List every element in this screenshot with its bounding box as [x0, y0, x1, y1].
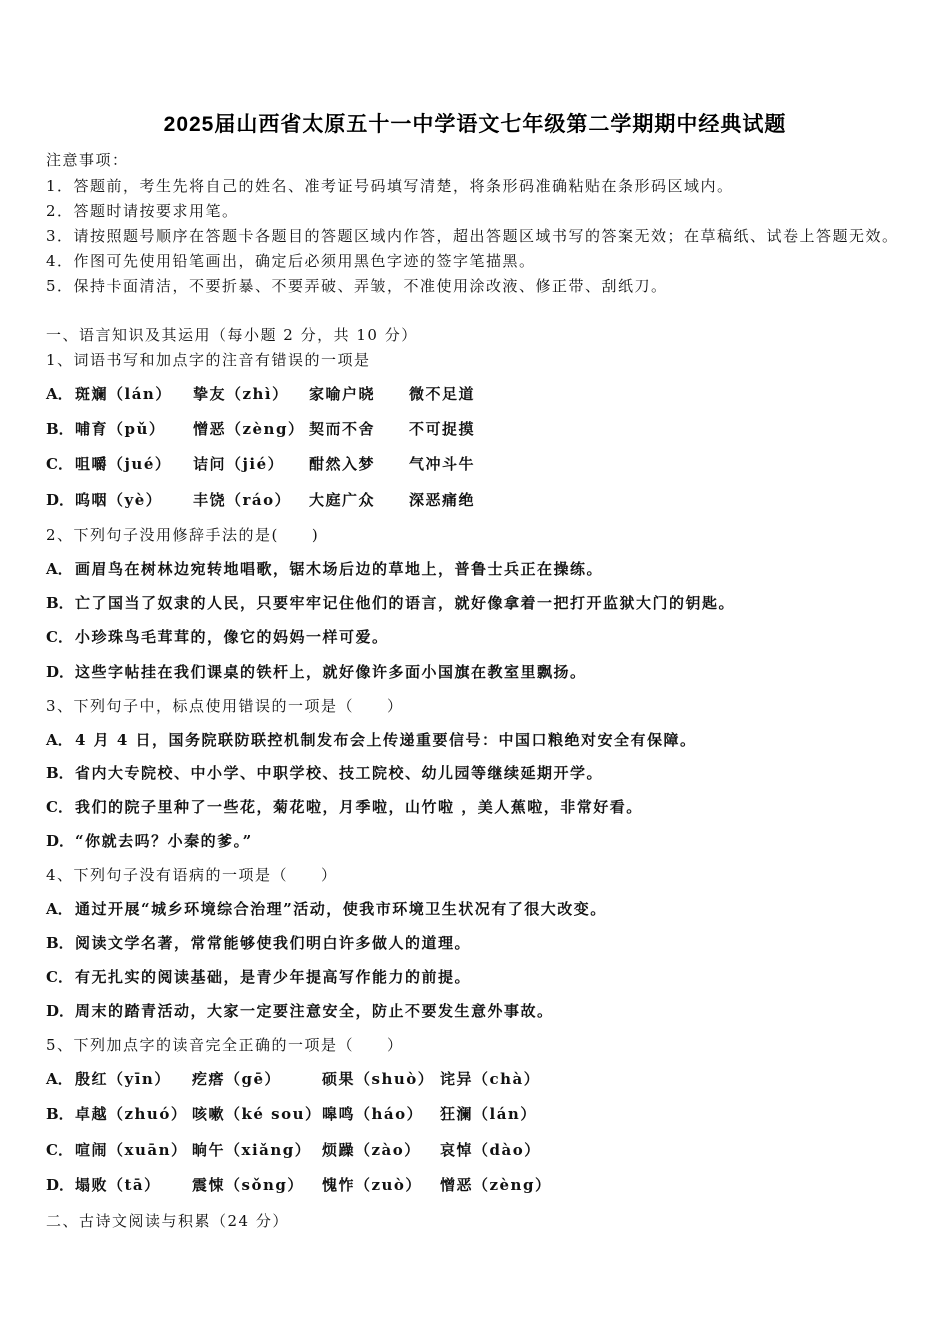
option-term: 气冲斗牛 — [409, 455, 476, 473]
option-term: 卓越（zhuó） — [75, 1105, 188, 1123]
option-label: C． — [46, 968, 73, 986]
section-heading: 一、语言知识及其运用（每小题 2 分，共 10 分） — [46, 326, 418, 344]
option-text: 小珍珠鸟毛茸茸的，像它的妈妈一样可爱。 — [75, 628, 389, 646]
option-row — [46, 662, 906, 682]
notice-item: 3．请按照题号顺序在答题卡各题目的答题区域内作答，超出答题区域书写的答案无效；在草稿纸、试卷上答题无效。 — [46, 227, 899, 245]
option-row — [46, 1001, 906, 1021]
option-label: B． — [46, 1105, 74, 1123]
option-label: A． — [46, 560, 73, 578]
option-label: A． — [46, 731, 73, 749]
option-label: B． — [46, 764, 74, 782]
option-term: 烦躁（zào） — [322, 1141, 421, 1159]
option-row — [46, 1175, 906, 1195]
option-term: 愧怍（zuò） — [322, 1176, 422, 1194]
option-label: C． — [46, 455, 73, 473]
option-term: 喧闹（xuān） — [75, 1141, 188, 1159]
option-label: D． — [46, 663, 75, 681]
option-row — [46, 967, 906, 987]
option-row — [46, 1104, 906, 1124]
option-term: 硕果（shuò） — [322, 1070, 435, 1088]
option-text: 阅读文学名著，常常能够使我们明白许多做人的道理。 — [75, 934, 472, 952]
option-row — [46, 797, 906, 817]
option-label: C． — [46, 1141, 73, 1159]
option-text: 画眉鸟在树林边宛转地唱歌，锯木场后边的草地上，普鲁士兵正在操练。 — [75, 560, 604, 578]
option-text: 通过开展“城乡环境综合治理”活动，使我市环境卫生状况有了很大改变。 — [75, 900, 607, 918]
option-label: B． — [46, 420, 74, 438]
option-row — [46, 1140, 906, 1160]
option-row — [46, 933, 906, 953]
option-text: “你就去吗？小秦的爹。” — [75, 832, 253, 850]
option-term: 哀悼（dào） — [440, 1141, 541, 1159]
exam-title: 2025届山西省太原五十一中学语文七年级第二学期期中经典试题 — [163, 113, 787, 136]
option-row — [46, 454, 906, 474]
option-term: 挚友（zhì） — [193, 385, 289, 403]
option-label: D． — [46, 1002, 75, 1020]
notice-item: 4．作图可先使用铅笔画出，确定后必须用黑色字迹的签字笔描黑。 — [46, 252, 536, 270]
option-row — [46, 899, 906, 919]
option-text: 亡了国当了奴隶的人民，只要牢牢记住他们的语言，就好像拿着一把打开监狱大门的钥匙。 — [75, 594, 736, 612]
option-term: 诧异（chà） — [440, 1070, 541, 1088]
option-term: 嗥鸣（háo） — [322, 1105, 424, 1123]
option-term: 丰饶（ráo） — [193, 491, 292, 509]
option-term: 殷红（yīn） — [75, 1070, 171, 1088]
option-row — [46, 559, 906, 579]
option-label: D． — [46, 491, 75, 509]
option-label: B． — [46, 934, 74, 952]
option-term: 酣然入梦 — [309, 455, 376, 473]
option-label: B． — [46, 594, 74, 612]
option-label: A． — [46, 1070, 73, 1088]
option-term: 震悚（sǒng） — [192, 1176, 304, 1194]
notice-item: 2．答题时请按要求用笔。 — [46, 202, 239, 220]
option-label: A． — [46, 385, 73, 403]
option-row — [46, 490, 906, 510]
option-term: 契而不舍 — [309, 420, 376, 438]
notice-item: 1．答题前，考生先将自己的姓名、准考证号码填写清楚，将条形码准确粘贴在条形码区域内。 — [46, 177, 734, 195]
notice-heading: 注意事项： — [46, 151, 129, 169]
option-row — [46, 627, 906, 647]
option-term: 憎恶（zèng） — [440, 1176, 552, 1194]
option-row — [46, 763, 906, 783]
option-text: 有无扎实的阅读基础，是青少年提高写作能力的前提。 — [75, 968, 472, 986]
option-term: 塌败（tā） — [75, 1176, 161, 1194]
option-term: 呜咽（yè） — [75, 491, 163, 509]
option-term: 诘问（jié） — [193, 455, 285, 473]
question-stem: 1、词语书写和加点字的注音有错误的一项是 — [46, 351, 371, 369]
question-stem: 4、下列句子没有语病的一项是（ ） — [46, 866, 338, 884]
option-term: 晌午（xiǎng） — [192, 1141, 312, 1159]
option-term: 微不足道 — [409, 385, 476, 403]
option-label: A． — [46, 900, 73, 918]
option-label: C． — [46, 798, 73, 816]
question-stem: 5、下列加点字的读音完全正确的一项是（ ） — [46, 1036, 404, 1054]
option-row — [46, 593, 906, 613]
option-term: 哺育（pǔ） — [75, 420, 166, 438]
option-label: C． — [46, 628, 73, 646]
section-heading: 二、古诗文阅读与积累（24 分） — [46, 1212, 289, 1230]
option-text: 4 月 4 日，国务院联防联控机制发布会上传递重要信号：中国口粮绝对安全有保障。 — [75, 731, 697, 749]
notice-item: 5．保持卡面清洁，不要折暴、不要弄破、弄皱，不准使用涂改液、修正带、刮纸刀。 — [46, 277, 668, 295]
option-text: 周末的踏青活动，大家一定要注意安全，防止不要发生意外事故。 — [75, 1002, 554, 1020]
question-stem: 3、下列句子中，标点使用错误的一项是（ ） — [46, 697, 404, 715]
option-term: 家喻户晓 — [309, 385, 376, 403]
option-term: 斑斓（lán） — [75, 385, 172, 403]
option-label: D． — [46, 1176, 75, 1194]
option-term: 憎恶（zèng） — [193, 420, 305, 438]
option-term: 狂澜（lán） — [440, 1105, 537, 1123]
option-term: 咳嗽（ké sou） — [192, 1105, 322, 1123]
option-term: 疙瘩（gē） — [192, 1070, 282, 1088]
option-text: 省内大专院校、中小学、中职学校、技工院校、幼儿园等继续延期开学。 — [75, 764, 604, 782]
option-term: 大庭广众 — [309, 491, 376, 509]
question-stem: 2、下列句子没用修辞手法的是( ) — [46, 526, 320, 544]
option-term: 不可捉摸 — [409, 420, 476, 438]
option-label: D． — [46, 832, 75, 850]
option-row — [46, 1069, 906, 1089]
option-text: 我们的院子里种了一些花，菊花啦，月季啦，山竹啦 ，美人蕉啦，非常好看。 — [75, 798, 643, 816]
option-row — [46, 831, 906, 851]
option-text: 这些字帖挂在我们课桌的铁杆上，就好像许多面小国旗在教室里飘扬。 — [75, 663, 587, 681]
option-term: 咀嚼（jué） — [75, 455, 172, 473]
option-term: 深恶痛绝 — [409, 491, 476, 509]
option-row — [46, 384, 906, 404]
option-row — [46, 419, 906, 439]
option-row — [46, 730, 906, 750]
